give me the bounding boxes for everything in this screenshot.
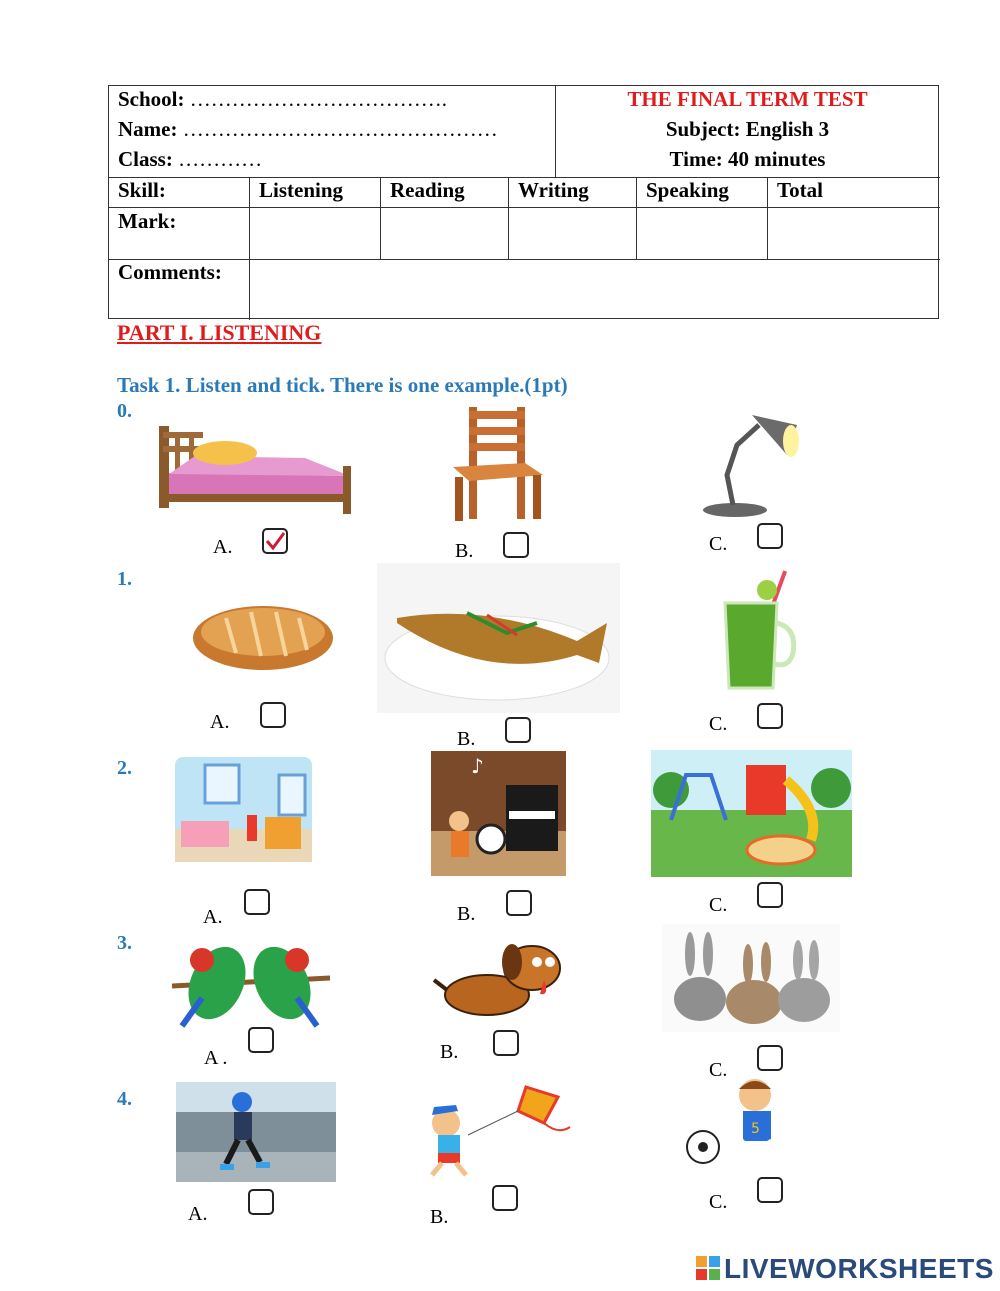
skill-listening: Listening	[259, 178, 344, 202]
question-number: 2.	[117, 757, 132, 779]
subject: Subject: English 3	[665, 117, 830, 141]
tick-box-q1-c[interactable]	[757, 703, 783, 729]
tick-box-q3-b[interactable]	[493, 1030, 519, 1056]
school-field[interactable]: ……………………………….	[189, 87, 448, 111]
option-label-b: B.	[457, 903, 476, 925]
tick-box-q4-c[interactable]	[757, 1177, 783, 1203]
tick-box-q0-c[interactable]	[757, 523, 783, 549]
juice-picture	[715, 568, 800, 693]
skill-writing: Writing	[518, 178, 589, 202]
svg-text:5: 5	[751, 1121, 760, 1137]
chair-picture	[447, 403, 547, 523]
divider	[109, 259, 940, 260]
question-number: 0.	[117, 400, 132, 422]
tick-box-q4-b[interactable]	[492, 1185, 518, 1211]
desk-lamp-picture	[697, 405, 807, 520]
class-field[interactable]: …………	[178, 147, 263, 171]
parrots-picture	[172, 938, 330, 1028]
option-label-a: A .	[204, 1047, 228, 1069]
name-label: Name:	[118, 117, 178, 141]
divider	[767, 177, 768, 259]
tick-box-q1-a[interactable]	[260, 702, 286, 728]
tick-box-q2-c[interactable]	[757, 882, 783, 908]
tick-box-q4-a[interactable]	[248, 1189, 274, 1215]
divider	[636, 177, 637, 259]
music-room-picture	[431, 751, 566, 876]
name-line	[118, 117, 498, 142]
playing-football-picture	[679, 1075, 824, 1175]
question-number: 1.	[117, 568, 132, 590]
mark-label: Mark:	[118, 209, 177, 233]
class-line	[118, 147, 262, 172]
divider	[508, 177, 509, 259]
test-title: THE FINAL TERM TEST	[627, 87, 868, 111]
watermark-text: LIVEWORKSHEETS	[724, 1253, 994, 1284]
svg-text:♪: ♪	[471, 754, 484, 778]
skill-reading: Reading	[390, 178, 465, 202]
skill-label: Skill:	[118, 178, 166, 202]
playground-picture	[651, 750, 852, 877]
divider	[109, 207, 940, 208]
comments-label: Comments:	[118, 260, 222, 284]
part-heading: PART I. LISTENING	[117, 320, 322, 345]
dog-picture	[432, 940, 567, 1022]
option-label-c: C.	[709, 1059, 728, 1077]
tick-box-q0-b[interactable]	[503, 532, 529, 558]
option-label-b: B.	[440, 1041, 459, 1063]
option-label-a: A.	[213, 536, 233, 558]
option-label-c: C.	[709, 894, 728, 916]
task-heading: Task 1. Listen and tick. There is one example.(1pt)	[117, 373, 568, 397]
option-label-b: B.	[430, 1206, 449, 1228]
check-icon	[264, 530, 286, 552]
tick-box-q3-c[interactable]	[757, 1045, 783, 1071]
tick-box-q0-a[interactable]	[262, 528, 288, 554]
option-label-c: C.	[709, 533, 728, 555]
rabbits-picture	[662, 924, 840, 1032]
tick-box-q2-a[interactable]	[244, 889, 270, 915]
skating-picture	[176, 1082, 336, 1182]
class-label: Class:	[118, 147, 173, 171]
question-number: 3.	[117, 932, 132, 954]
bed-picture	[155, 418, 355, 518]
skill-speaking: Speaking	[646, 178, 729, 202]
school-line	[118, 87, 447, 112]
bread-picture	[191, 598, 336, 673]
option-label-b: B.	[455, 540, 474, 562]
question-number: 4.	[117, 1088, 132, 1110]
option-label-a: A.	[188, 1203, 208, 1225]
option-label-b: B.	[457, 728, 476, 750]
time-limit: Time: 40 minutes	[669, 147, 826, 171]
liveworksheets-logo-icon	[696, 1256, 720, 1280]
option-label-c: C.	[709, 1191, 728, 1213]
school-label: School:	[118, 87, 185, 111]
divider	[249, 177, 250, 320]
skill-total: Total	[777, 178, 823, 202]
name-field[interactable]: ………………………………………	[182, 117, 498, 141]
option-label-a: A.	[210, 711, 230, 733]
option-label-a: A.	[203, 906, 223, 928]
flying-kite-picture	[418, 1085, 578, 1180]
fish-picture	[377, 563, 620, 713]
tick-box-q2-b[interactable]	[506, 890, 532, 916]
tick-box-q1-b[interactable]	[505, 717, 531, 743]
tick-box-q3-a[interactable]	[248, 1027, 274, 1053]
bedroom-picture	[175, 757, 312, 862]
header-table	[108, 85, 939, 319]
divider	[380, 177, 381, 259]
option-label-c: C.	[709, 713, 728, 735]
